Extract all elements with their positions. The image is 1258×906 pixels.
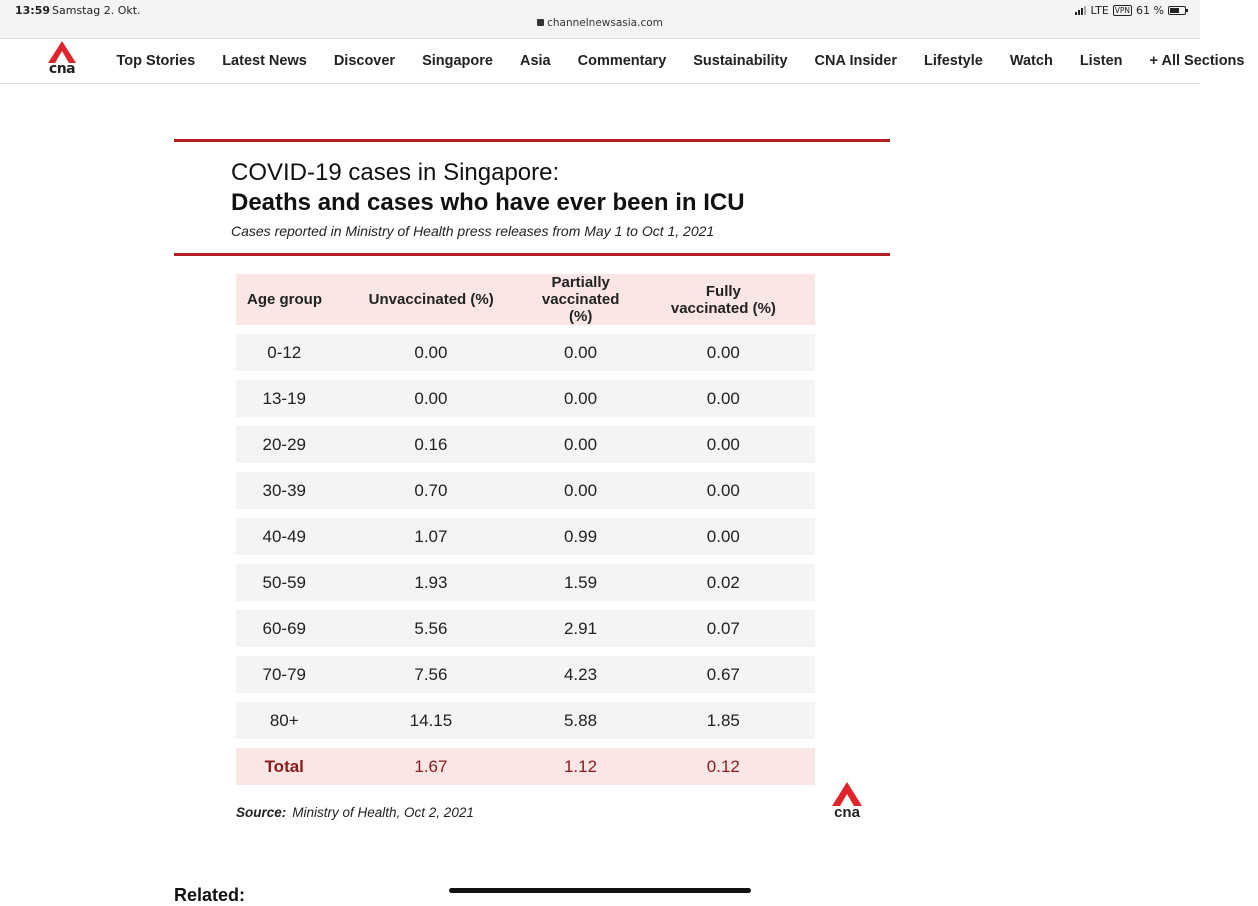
nav-menu [103,39,1258,83]
partially-vaccinated-cell: 0.00 [563,388,598,408]
home-indicator[interactable] [449,888,751,893]
fully-vaccinated-cell: 0.02 [706,572,740,592]
source-label: Source: [236,805,287,820]
nav-item-top-stories[interactable]: Top Stories [116,53,196,69]
header-unvaccinated: Unvaccinated (%) [368,291,494,308]
header-line: vaccinated (%) [670,299,776,317]
data-table [236,274,815,785]
partially-vaccinated-cell: 0.00 [563,342,598,362]
status-indicators [1075,4,1186,17]
site-navigation [0,38,1245,84]
related-heading: Related: [174,885,246,905]
nav-item-cna-insider[interactable]: CNA Insider [814,53,897,69]
nav-item-discover[interactable]: Discover [333,53,396,69]
top-rule [174,139,890,142]
age-group-cell: 20-29 [262,434,306,454]
table-row [236,472,815,509]
unvaccinated-cell: 1.67 [414,756,448,776]
table-row [236,656,815,693]
signal-icon [1075,6,1086,15]
table-row [236,426,815,463]
fully-vaccinated-cell: 0.00 [706,526,740,546]
table-row [236,610,815,647]
status-time: 13:59 [15,4,51,17]
unvaccinated-cell: 0.70 [414,480,448,500]
fully-vaccinated-cell: 1.85 [706,710,740,730]
partially-vaccinated-cell: 5.88 [563,710,598,730]
age-group-cell: 80+ [269,710,299,730]
age-group-cell: 60-69 [262,618,306,638]
address-url: channelnewsasia.com [547,17,663,29]
nav-item-all-sections[interactable]: + All Sections [1149,53,1245,69]
partially-vaccinated-cell: 1.12 [563,756,598,776]
partially-vaccinated-cell: 0.99 [563,526,598,546]
nav-item-sustainability[interactable]: Sustainability [693,53,788,69]
nav-item-singapore[interactable]: Singapore [422,53,493,69]
address-bar[interactable] [0,17,1200,29]
age-group-cell: Total [264,756,304,776]
lock-icon [537,19,544,26]
header-line: Partially [551,274,610,291]
fully-vaccinated-cell: 0.07 [706,618,740,638]
partially-vaccinated-cell: 2.91 [563,618,598,638]
title-line-2: Deaths and cases who have ever been in ICU [231,189,745,216]
fully-vaccinated-cell: 0.67 [706,664,740,684]
header-age-group: Age group [247,291,322,308]
title-line-1: COVID-19 cases in Singapore: [231,159,560,186]
infographic-title [231,158,890,218]
nav-item-watch[interactable]: Watch [1009,53,1053,69]
unvaccinated-cell: 7.56 [414,664,448,684]
vpn-badge: VPN [1114,6,1131,15]
battery-percent: 61 % [1136,4,1164,17]
total-row [236,748,815,785]
table-header [236,274,815,325]
table-row [236,518,815,555]
status-bar [0,0,1200,38]
partially-vaccinated-cell: 1.59 [563,572,598,592]
fully-vaccinated-cell: 0.00 [706,342,740,362]
table-row [236,702,815,739]
table-row [236,564,815,601]
nav-item-asia[interactable]: Asia [519,53,551,69]
nav-item-latest-news[interactable]: Latest News [222,53,307,69]
cna-logo[interactable] [44,41,80,81]
fully-vaccinated-cell: 0.00 [706,480,740,500]
unvaccinated-cell: 5.56 [414,618,448,638]
network-label: LTE [1090,4,1109,17]
age-group-cell: 40-49 [262,526,306,546]
nav-item-listen[interactable]: Listen [1079,53,1123,69]
header-line: Fully [705,282,741,300]
unvaccinated-cell: 0.00 [414,342,448,362]
partially-vaccinated-cell: 0.00 [563,434,598,454]
age-group-cell: 0-12 [267,342,302,362]
unvaccinated-cell: 0.00 [414,388,448,408]
header-fully-vaccinated [632,283,815,317]
nav-item-commentary[interactable]: Commentary [577,53,667,69]
source-text: Ministry of Health, Oct 2, 2021 [292,805,474,820]
age-group-cell: 50-59 [262,572,306,592]
header-line: vaccinated (%) [541,291,620,325]
unvaccinated-cell: 1.93 [414,572,448,592]
unvaccinated-cell: 1.07 [414,526,448,546]
table-body [236,334,815,785]
bottom-rule [174,253,890,256]
cna-watermark-text: cna [834,804,860,821]
table-row [236,380,815,417]
age-group-cell: 70-79 [262,664,306,684]
status-date: Samstag 2. Okt. [52,4,141,17]
unvaccinated-cell: 0.16 [414,434,448,454]
fully-vaccinated-cell: 0.00 [706,388,740,408]
table-row [236,334,815,371]
cna-watermark-logo [829,782,865,826]
header-partially-vaccinated [530,274,632,325]
partially-vaccinated-cell: 0.00 [563,480,598,500]
age-group-cell: 30-39 [262,480,306,500]
source-note [236,805,474,820]
unvaccinated-cell: 14.15 [409,710,453,730]
fully-vaccinated-cell: 0.00 [706,434,740,454]
partially-vaccinated-cell: 4.23 [563,664,598,684]
nav-item-lifestyle[interactable]: Lifestyle [924,53,983,69]
fully-vaccinated-cell: 0.12 [706,756,740,776]
battery-icon [1168,6,1186,15]
age-group-cell: 13-19 [262,388,306,408]
infographic-subtitle: Cases reported in Ministry of Health press releases from May 1 to Oct 1, 2021 [231,223,715,239]
cna-logo-text: cna [48,61,76,77]
infographic-card [174,139,890,821]
